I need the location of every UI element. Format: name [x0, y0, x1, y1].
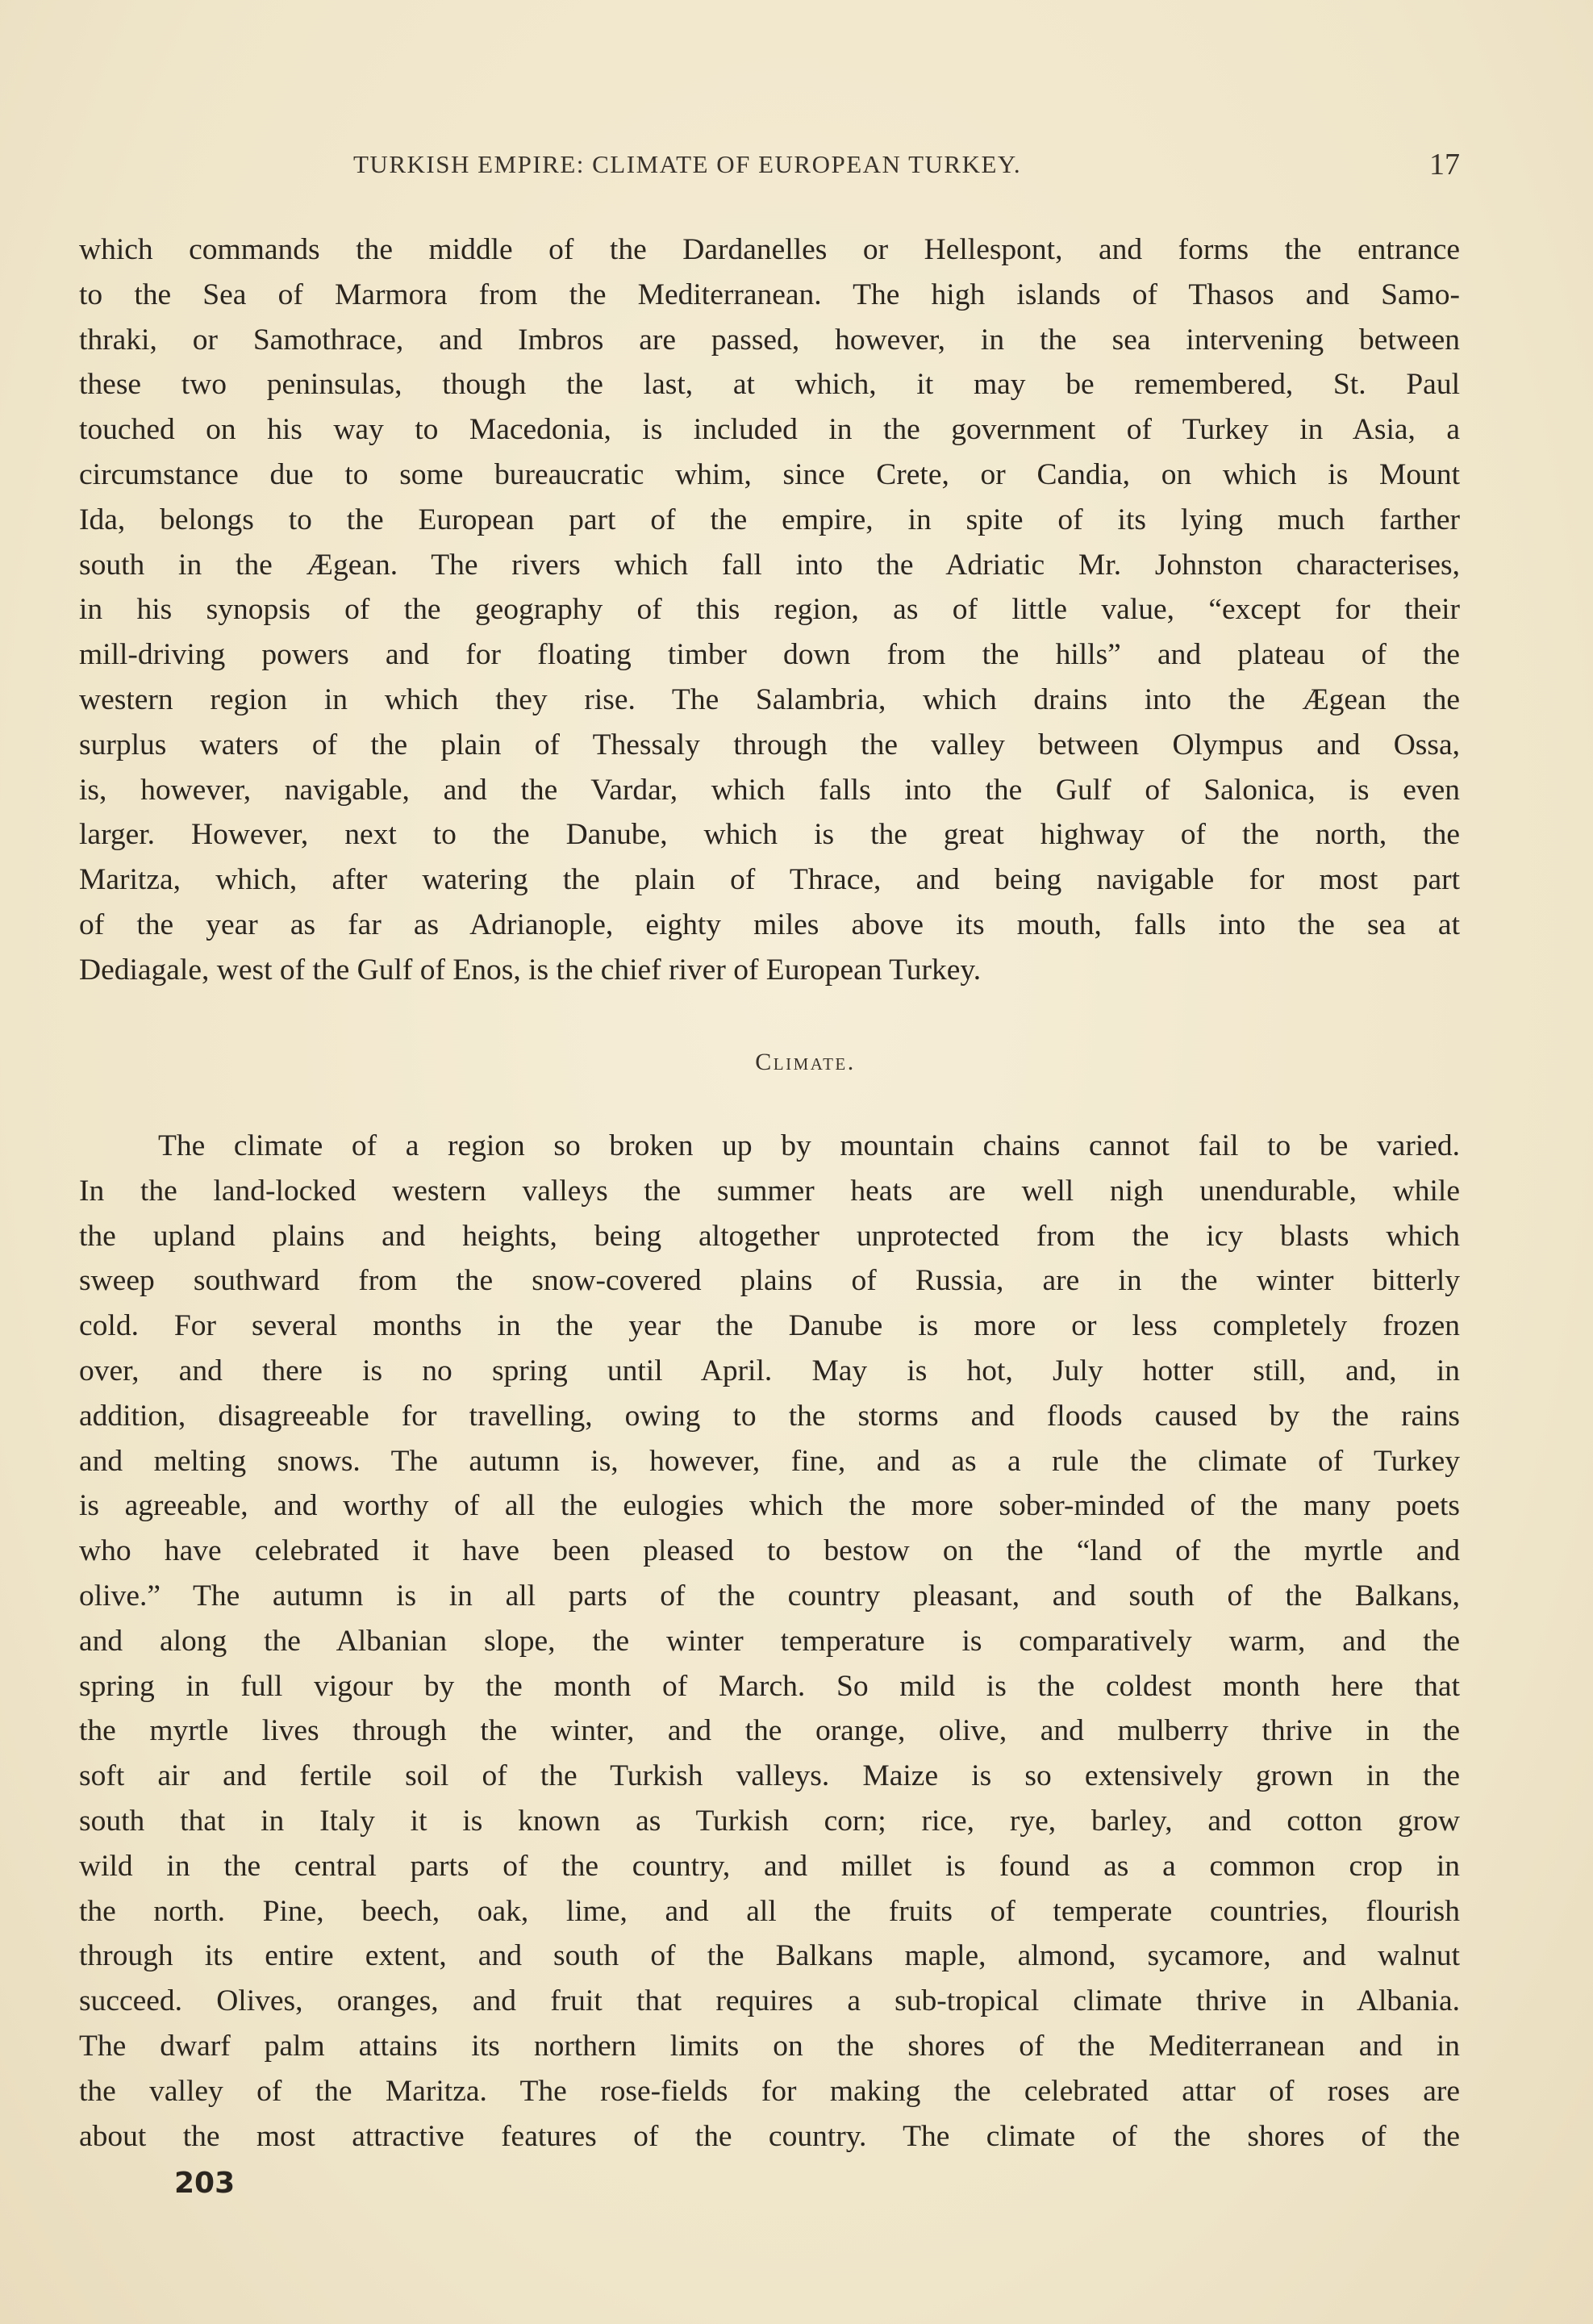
text-line: Ida, belongs to the European part of the empire, in spite of its lying much farther: [79, 503, 1460, 536]
text-line: of the year as far as Adrianople, eighty miles above its mouth, falls into the sea at: [79, 907, 1460, 941]
text-line: addition, disagreeable for travelling, owing to the storms and floods caused by the rains: [79, 1399, 1460, 1433]
text-line: touched on his way to Macedonia, is included in the government of Turkey in Asia, a: [79, 413, 1460, 447]
text-line: the upland plains and heights, being altogether unprotected from the icy blasts which: [79, 1219, 1460, 1253]
text-line: in his synopsis of the geography of this region, as of little value, “except for their: [79, 593, 1460, 627]
text-line: and melting snows. The autumn is, however, fine, and as a rule the climate of Turkey: [79, 1444, 1460, 1478]
signature-mark: 203: [174, 2167, 236, 2200]
text-line: surplus waters of the plain of Thessaly through the valley between Olympus and Ossa,: [79, 728, 1460, 761]
text-line: The climate of a region so broken up by mountain chains cannot fail to be varied.: [158, 1129, 1460, 1162]
text-line: In the land-locked western valleys the summer heats are well nigh unendurable, while: [79, 1174, 1460, 1208]
text-line: who have celebrated it have been pleased to bestow on the “land of the myrtle and: [79, 1534, 1460, 1568]
text-line: is, however, navigable, and the Vardar, which falls into the Gulf of Salonica, is even: [79, 773, 1460, 807]
text-line: the myrtle lives through the winter, and the orange, olive, and mulberry thrive in the: [79, 1714, 1460, 1748]
text-line: wild in the central parts of the country, and millet is found as a common crop in: [79, 1849, 1460, 1883]
text-line: to the Sea of Marmora from the Mediterranean. The high islands of Thasos and Samo-: [79, 277, 1460, 311]
section-heading-text: Climate.: [755, 1049, 856, 1075]
text-line: the valley of the Maritza. The rose-fields for making the celebrated attar of roses are: [79, 2074, 1460, 2108]
text-line: soft air and fertile soil of the Turkish valleys. Maize is so extensively grown in the: [79, 1759, 1460, 1793]
text-line: about the most attractive features of the country. The climate of the shores of the: [79, 2119, 1460, 2153]
text-line: and along the Albanian slope, the winter temperature is comparatively warm, and the: [79, 1624, 1460, 1658]
text-line: Dediagale, west of the Gulf of Enos, is the chief river of European Turkey.: [79, 953, 982, 987]
text-line: these two peninsulas, though the last, at which, it may be remembered, St. Paul: [79, 368, 1460, 402]
text-line: Maritza, which, after watering the plain of Thrace, and being navigable for most part: [79, 863, 1460, 897]
text-line: western region in which they rise. The Salambria, which drains into the Ægean the: [79, 682, 1460, 716]
text-line: south in the Ægean. The rivers which fall into the Adriatic Mr. Johnston characterises,: [79, 548, 1460, 582]
text-line: circumstance due to some bureaucratic whim, since Crete, or Candia, on which is Mount: [79, 457, 1460, 491]
text-line: sweep southward from the snow-covered plains of Russia, are in the winter bitterly: [79, 1264, 1460, 1298]
text-line: olive.” The autumn is in all parts of the country pleasant, and south of the Balkans,: [79, 1579, 1460, 1613]
paragraph-climate: [79, 1124, 1460, 2159]
paragraph-dardanelles: [79, 227, 1460, 993]
text-line: through its entire extent, and south of the Balkans maple, almond, sycamore, and walnut: [79, 1939, 1460, 1973]
running-head: [79, 150, 1460, 182]
text-line: succeed. Olives, oranges, and fruit that requires a sub-tropical climate thrive in Albania.: [79, 1984, 1460, 2018]
text-line: spring in full vigour by the month of March. So mild is the coldest month here that: [79, 1669, 1460, 1703]
page-number: 17: [1429, 148, 1460, 181]
text-line: which commands the middle of the Dardanelles or Hellespont, and forms the entrance: [79, 233, 1460, 266]
section-heading-climate: [0, 1049, 1593, 1076]
text-line: is agreeable, and worthy of all the eulogies which the more sober-minded of the many poets: [79, 1489, 1460, 1523]
text-line: mill-driving powers and for floating timber down from the hills” and plateau of the: [79, 638, 1460, 672]
text-line: cold. For several months in the year the Danube is more or less completely frozen: [79, 1309, 1460, 1343]
text-line: thraki, or Samothrace, and Imbros are passed, however, in the sea intervening between: [79, 323, 1460, 357]
text-line: larger. However, next to the Danube, which is the great highway of the north, the: [79, 818, 1460, 852]
text-line: the north. Pine, beech, oak, lime, and all the fruits of temperate countries, flourish: [79, 1894, 1460, 1928]
text-line: over, and there is no spring until April. May is hot, July hotter still, and, in: [79, 1354, 1460, 1387]
text-line: south that in Italy it is known as Turkish corn; rice, rye, barley, and cotton grow: [79, 1804, 1460, 1838]
running-title: TURKISH EMPIRE: CLIMATE OF EUROPEAN TURKEY.: [353, 150, 1022, 178]
text-line: The dwarf palm attains its northern limits on the shores of the Mediterranean and in: [79, 2029, 1460, 2063]
